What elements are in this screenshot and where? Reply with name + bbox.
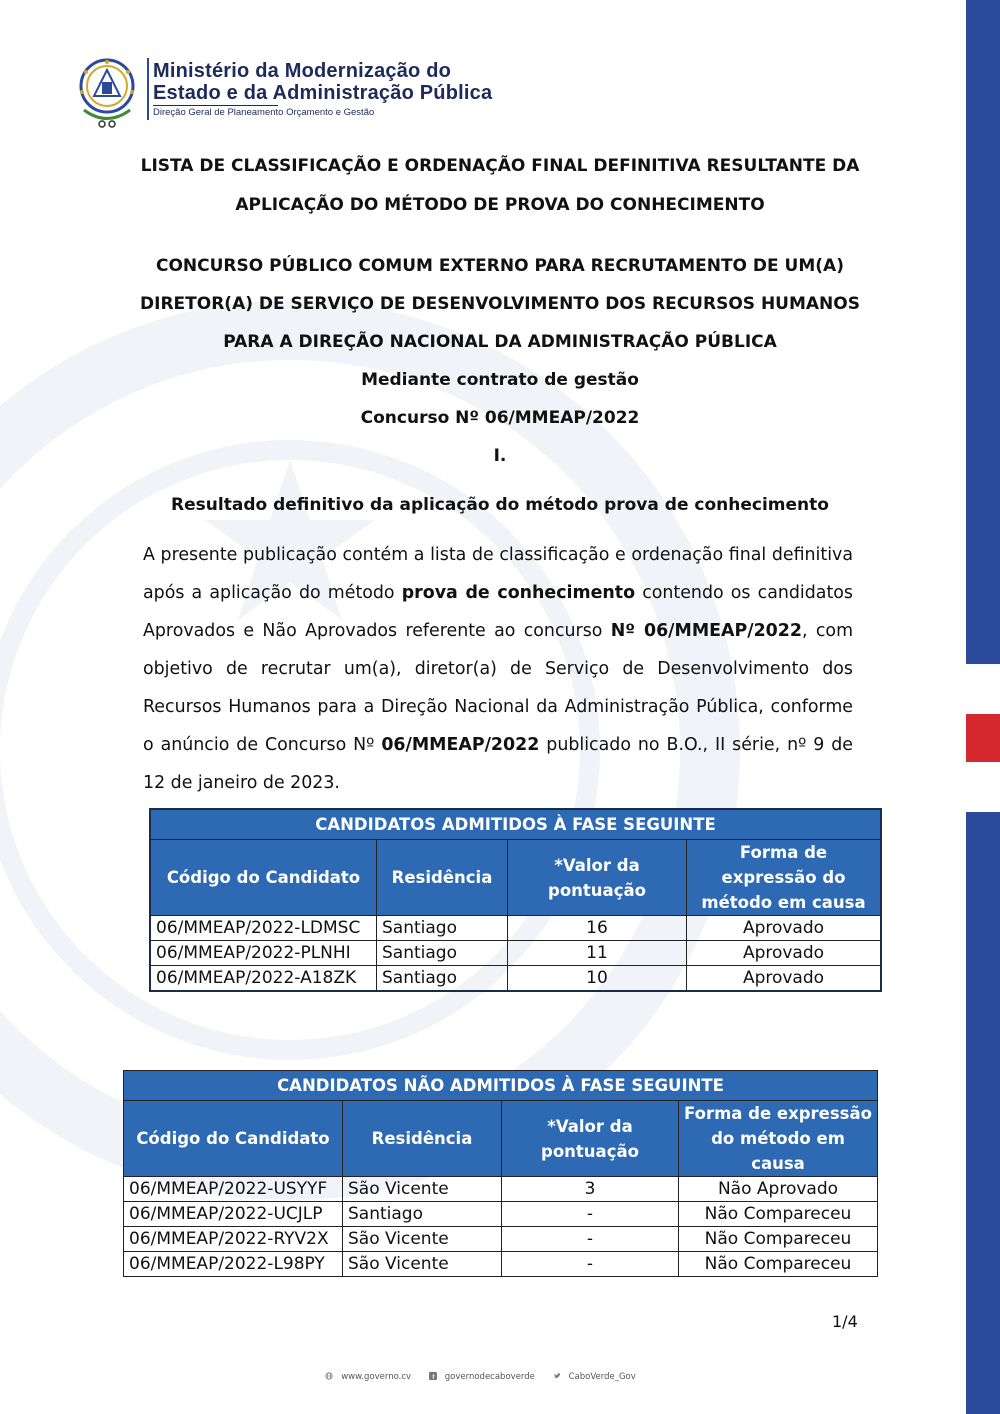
- flag-strip-red: [966, 714, 1000, 762]
- candidate-residence: Santiago: [377, 966, 508, 992]
- candidate-residence: Santiago: [343, 1202, 502, 1227]
- document-title-line2: APLICAÇÃO DO MÉTODO DE PROVA DO CONHECIMENTO: [235, 195, 765, 215]
- footer-facebook-text: governodecaboverde: [444, 1372, 535, 1382]
- intro-paragraph: [143, 536, 853, 802]
- page-number: 1/4: [832, 1312, 858, 1331]
- section-heading: Resultado definitivo da aplicação do método prova de conhecimento: [171, 495, 829, 515]
- flag-strip-blue-top: [966, 0, 1000, 664]
- footer-facebook[interactable]: [429, 1372, 540, 1382]
- candidate-score: -: [502, 1227, 679, 1252]
- svg-text:f: f: [431, 1374, 435, 1380]
- ministry-name-line1: Ministério da Modernização do: [153, 60, 452, 82]
- candidate-score: 10: [508, 966, 687, 992]
- table-row: [150, 966, 881, 992]
- candidate-residence: São Vicente: [343, 1227, 502, 1252]
- candidate-code: 06/MMEAP/2022-PLNHI: [150, 941, 377, 966]
- candidate-code: 06/MMEAP/2022-LDMSC: [150, 916, 377, 941]
- intro-text-2: contendo os candidatos Aprovados e Não Aprovados referente ao concurso: [143, 583, 853, 641]
- table-row: [124, 1252, 878, 1277]
- candidate-code: 06/MMEAP/2022-RYV2X: [124, 1227, 343, 1252]
- footer-website[interactable]: [325, 1372, 416, 1382]
- candidate-score: 16: [508, 916, 687, 941]
- ministry-name-line2: Estado e da Administração Pública: [153, 82, 493, 104]
- footer-twitter-text: CaboVerde_Gov: [568, 1372, 636, 1382]
- flag-strip-white-bottom: [966, 762, 1000, 812]
- section-number: I.: [493, 446, 507, 466]
- candidate-score: 11: [508, 941, 687, 966]
- contest-title-line1: CONCURSO PÚBLICO COMUM EXTERNO PARA RECRUTAMENTO DE UM(A): [156, 256, 844, 276]
- candidate-score: -: [502, 1252, 679, 1277]
- candidate-code: 06/MMEAP/2022-L98PY: [124, 1252, 343, 1277]
- col-header-residence: Residência: [343, 1101, 502, 1177]
- col-header-result: Forma de expressão do método em causa: [679, 1101, 878, 1177]
- footer-website-text: www.governo.cv: [341, 1372, 412, 1382]
- contest-number: Concurso Nº 06/MMEAP/2022: [360, 408, 640, 428]
- directorate-name: Direção Geral de Planeamento Orçamento e Gestão: [153, 107, 375, 118]
- table-row: [150, 941, 881, 966]
- col-header-score: *Valor da pontuação: [508, 840, 687, 916]
- header-underline: [153, 105, 278, 106]
- candidate-score: 3: [502, 1177, 679, 1202]
- contest-title-line2: DIRETOR(A) DE SERVIÇO DE DESENVOLVIMENTO DOS RECURSOS HUMANOS: [140, 294, 860, 314]
- intro-bold-contest-2: 06/MMEAP/2022: [381, 735, 540, 755]
- candidate-result: Não Compareceu: [679, 1227, 878, 1252]
- table-row: [124, 1227, 878, 1252]
- footer-twitter[interactable]: [553, 1372, 641, 1382]
- not-admitted-table-title: CANDIDATOS NÃO ADMITIDOS À FASE SEGUINTE: [124, 1071, 878, 1101]
- intro-text-3: , com objetivo de recrutar um(a), diretor(a) de Serviço de Desenvolvimento dos Recursos Humanos para a Direção Nacional da Administração Pública, conforme o anúncio de Concurso Nº: [143, 621, 854, 755]
- flag-strip-blue-bottom: [966, 812, 1000, 1414]
- candidate-code: 06/MMEAP/2022-USYYF: [124, 1177, 343, 1202]
- twitter-icon: [553, 1372, 561, 1380]
- candidate-result: Aprovado: [687, 966, 882, 992]
- flag-strip-white-top: [966, 664, 1000, 714]
- facebook-icon: [429, 1372, 437, 1380]
- intro-text-4: publicado no B.O., II série, nº 9 de 12 de janeiro de 2023.: [143, 735, 853, 793]
- table-row: [124, 1202, 878, 1227]
- header-divider: [147, 58, 149, 120]
- candidate-result: Não Aprovado: [679, 1177, 878, 1202]
- admitted-candidates-table: [149, 808, 882, 992]
- candidate-result: Aprovado: [687, 916, 882, 941]
- table-row: [150, 916, 881, 941]
- candidate-score: -: [502, 1202, 679, 1227]
- candidate-residence: Santiago: [377, 916, 508, 941]
- candidate-code: 06/MMEAP/2022-UCJLP: [124, 1202, 343, 1227]
- col-header-code: Código do Candidato: [124, 1101, 343, 1177]
- coat-of-arms-icon: [72, 52, 142, 132]
- candidate-residence: São Vicente: [343, 1177, 502, 1202]
- admitted-table-title: CANDIDATOS ADMITIDOS À FASE SEGUINTE: [150, 809, 881, 840]
- col-header-score: *Valor da pontuação: [502, 1101, 679, 1177]
- document-title-line1: LISTA DE CLASSIFICAÇÃO E ORDENAÇÃO FINAL DEFINITIVA RESULTANTE DA: [140, 156, 860, 176]
- candidate-result: Aprovado: [687, 941, 882, 966]
- not-admitted-candidates-table: [123, 1070, 878, 1277]
- contract-type: Mediante contrato de gestão: [361, 370, 639, 390]
- table-row: [124, 1177, 878, 1202]
- candidate-residence: Santiago: [377, 941, 508, 966]
- col-header-code: Código do Candidato: [150, 840, 377, 916]
- globe-icon: [325, 1372, 333, 1380]
- col-header-result: Forma de expressão do método em causa: [687, 840, 882, 916]
- footer: [0, 1372, 966, 1382]
- contest-title-line3: PARA A DIREÇÃO NACIONAL DA ADMINISTRAÇÃO PÚBLICA: [223, 332, 777, 352]
- candidate-residence: São Vicente: [343, 1252, 502, 1277]
- candidate-result: Não Compareceu: [679, 1252, 878, 1277]
- col-header-residence: Residência: [377, 840, 508, 916]
- candidate-code: 06/MMEAP/2022-A18ZK: [150, 966, 377, 992]
- intro-text-1: A presente publicação contém a lista de classificação e ordenação final definitiva após a aplicação do método: [143, 545, 853, 603]
- intro-bold-method: prova de conhecimento: [401, 583, 636, 603]
- candidate-result: Não Compareceu: [679, 1202, 878, 1227]
- intro-bold-contest: Nº 06/MMEAP/2022: [610, 621, 802, 641]
